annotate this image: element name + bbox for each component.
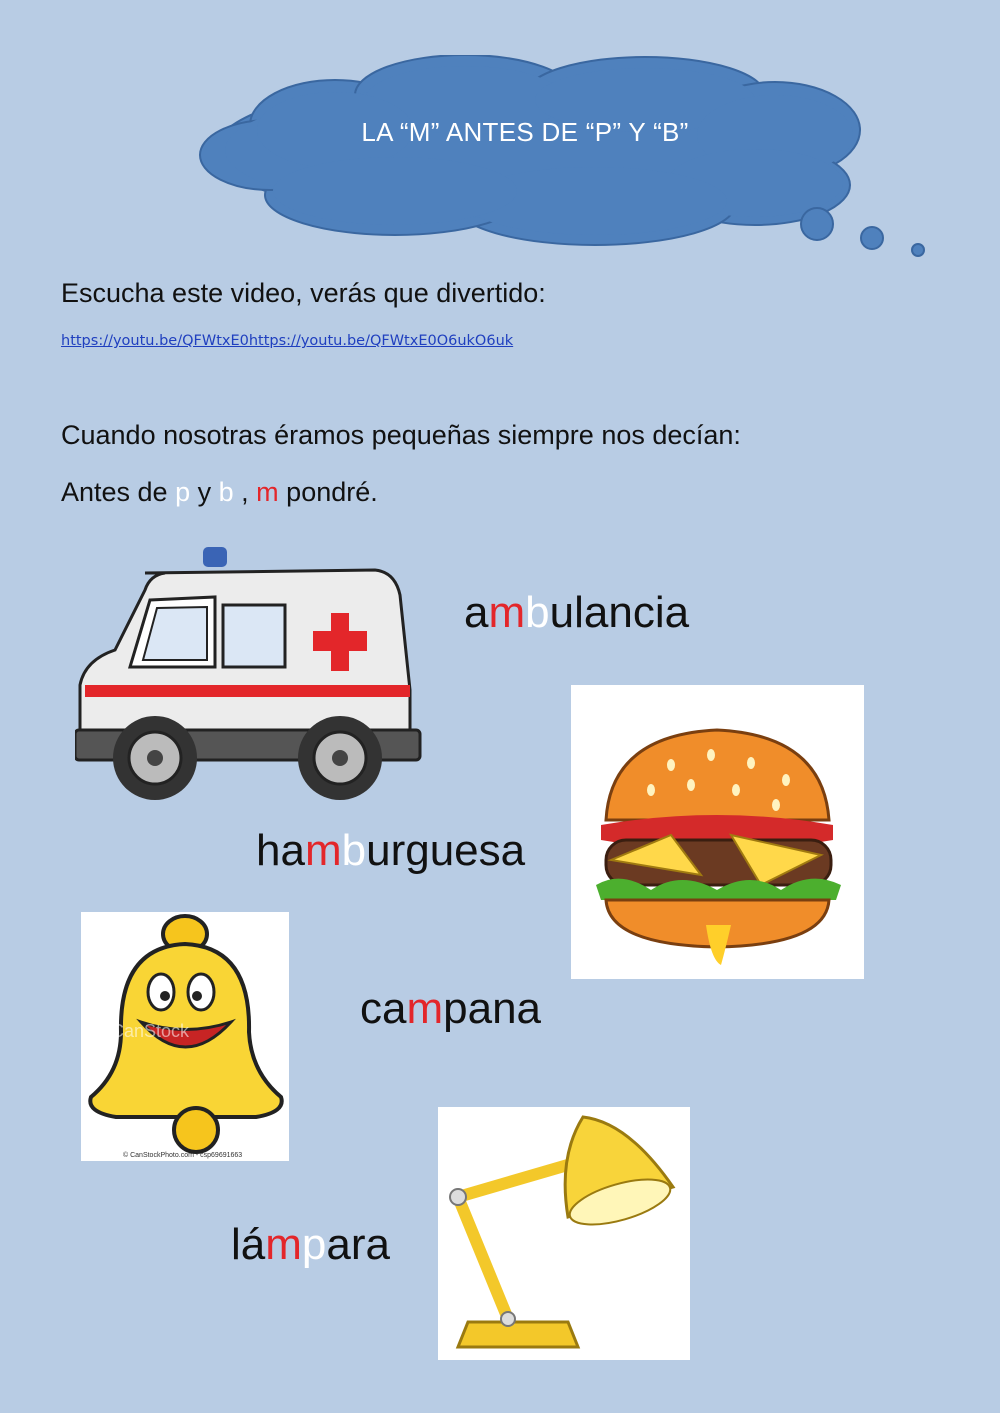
page-title: LA “M” ANTES DE “P” Y “B” <box>361 117 689 147</box>
credit-text: © CanStockPhoto.com - csp69691663 <box>123 1152 243 1159</box>
word-part: urguesa <box>366 826 526 875</box>
word-part: a <box>464 588 489 637</box>
hamburger-image <box>571 685 864 979</box>
ambulance-image <box>75 545 425 805</box>
rule-text: pondré. <box>278 477 378 507</box>
word-lampara <box>231 1220 390 1270</box>
word-campana <box>360 984 541 1034</box>
rule-text: y <box>190 477 219 507</box>
intro-text: Escucha este video, verás que divertido: <box>61 278 546 308</box>
bell-image <box>81 912 289 1161</box>
rule-letter-p: p <box>175 477 191 507</box>
word-part: ca <box>360 984 407 1033</box>
watermark-text: iStock <box>516 1225 577 1247</box>
word-ambulancia <box>464 588 689 638</box>
rule-letter-b: b <box>218 477 234 507</box>
cloud-shape <box>195 55 955 265</box>
letter-m: m <box>406 984 444 1033</box>
rule-text: , <box>233 477 257 507</box>
word-part: ulancia <box>549 588 690 637</box>
word-part: ha <box>256 826 305 875</box>
letter-m: m <box>265 1220 302 1269</box>
word-part: pana <box>443 984 542 1033</box>
letter-b: b <box>341 826 367 875</box>
letter-b: b <box>525 588 550 637</box>
lamp-image <box>438 1107 690 1360</box>
word-part: ara <box>326 1220 390 1269</box>
letter-p: p <box>301 1220 327 1269</box>
letter-m: m <box>488 588 526 637</box>
rule-letter-m: m <box>256 477 279 507</box>
watermark-text: CanStock <box>111 1021 190 1041</box>
credit-text: by Getty Images <box>538 1252 597 1261</box>
word-hamburguesa <box>256 826 525 876</box>
letter-m: m <box>304 826 342 875</box>
rule-line <box>61 477 378 508</box>
rule-text: Antes de <box>61 477 176 507</box>
title-cloud <box>195 55 955 265</box>
memory-line: Cuando nosotras éramos pequeñas siempre nos decían: <box>61 420 741 450</box>
video-link[interactable]: https://youtu.be/QFWtxE0https://youtu.be/QFWtxE0O6ukO6uk <box>61 333 514 349</box>
word-part: lá <box>231 1220 266 1269</box>
